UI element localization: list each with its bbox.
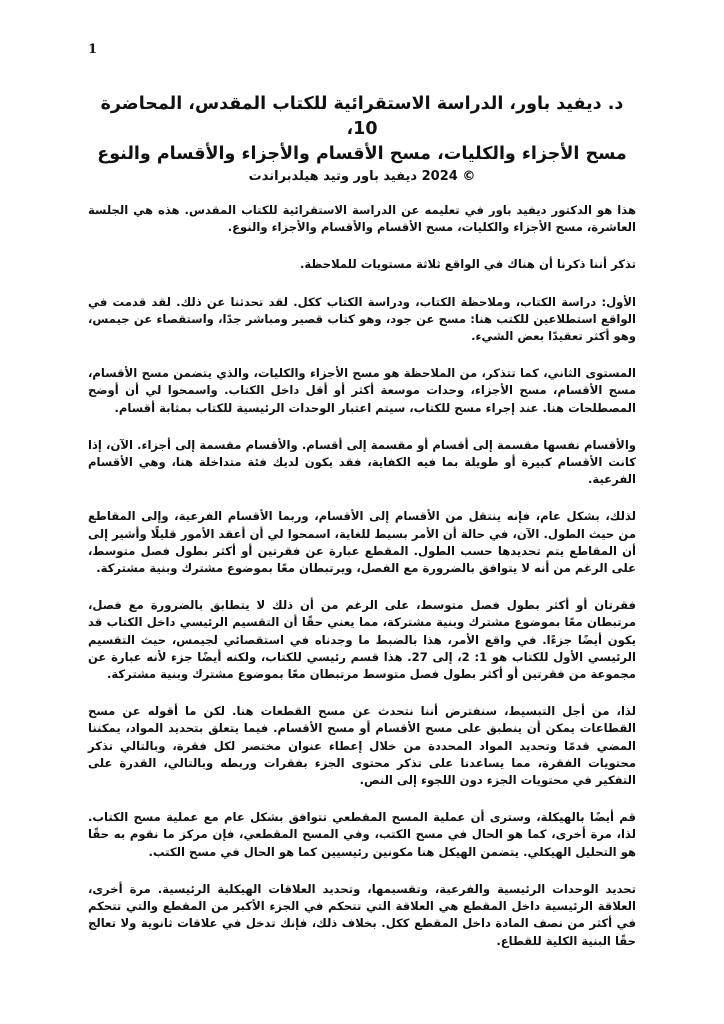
paragraph: لذلك، بشكل عام، فإنه ينتقل من الأقسام إلى الأقسام، وربما الأقسام الفرعية، وإلى المقاطع من حيث الطول. الآن، في حالة أن الأمر بسيط للغاية، اسمحوا لي أن أعقد الأمور قليلًا وأشير إلى أن المقاطع يتم تحديدها حسب الطول. المقطع عبارة عن فقرتين أو أكثر بطول فصل متوسط، على الرغم من أنه لا يتوافق بالضرورة مع الفصل، ويرتبطان معًا بموضوع مشترك وبنية مشتركة. <box>88 509 636 576</box>
document-title <box>88 92 636 167</box>
transcript-text <box>88 202 636 950</box>
copyright-line: © 2024 ديفيد باور وتيد هيلدبراندت <box>248 169 476 184</box>
paragraph: والأقسام نفسها مقسمة إلى أقسام أو مقسمة إلى أقسام. والأقسام مقسمة إلى أجزاء. الآن، إذا كانت الأقسام كبيرة أو طويلة بما فيه الكفاية، فقد يكون لديك فئة متداخلة هنا، وهي الأقسام الفرعية. <box>88 437 636 487</box>
paragraph: الأول: دراسة الكتاب، وملاحظة الكتاب، ودراسة الكتاب ككل. لقد تحدثنا عن ذلك. لقد قدمت في الواقع استطلاعين للكتب هنا: مسح عن جود، وهو كتاب قصير ومباشر جدًا، واستقصاء عن جيمس، وهو أكثر تعقيدًا بعض الشيء. <box>88 294 636 344</box>
title-line-1: د. ديفيد باور، الدراسة الاستقرائية للكتاب المقدس، المحاضرة 10، <box>100 94 624 139</box>
paragraph: فقرتان أو أكثر بطول فصل متوسط، على الرغم من أن ذلك لا يتطابق بالضرورة مع فصل، مرتبطان معًا بموضوع مشترك وبنية مشتركة، مما يعني حقًا أن التقسيم الرئيسي داخل الكتاب قد يكون أيضًا جزءًا. في واقع الأمر، هذا بالضبط ما وجدناه في استقصائي لجيمس، حيث التقسيم الرئيسي الأول للكتاب هو 1: 2، إلى 27. هذا قسم رئيسي للكتاب، ولكنه أيضًا جزء لأنه عبارة عن مجموعة من فقرتين أو أكثر بطول فصل متوسط مرتبطان معًا بموضوع مشترك وبنية مشتركة. <box>88 598 636 682</box>
page-number: 1 <box>88 42 98 57</box>
paragraph: لذا، من أجل التبسيط، سنفترض أننا نتحدث عن مسح القطعات هنا. لكن ما أقوله عن مسح القطاعات يمكن أن ينطبق على مسح الأقسام أو مسح الأقسام. فيما يتعلق بتحديد المواد، يمكننا المضي قدمًا وتحديد المواد المحددة من خلال إعطاء عنوان مختصر لكل فقرة، وبالتالي تذكر محتويات الفقرة، مما يساعدنا على تذكر محتوى الجزء بفقرات وربطه وبالتالي، القدرة على التفكير في محتويات الجزء دون اللجوء إلى النص. <box>88 704 636 788</box>
paragraph: تذكر أننا ذكرنا أن هناك في الواقع ثلاثة مستويات للملاحظة. <box>300 257 636 272</box>
paragraph: المستوى الثاني، كما تتذكر، من الملاحظة هو مسح الأجزاء والكليات، والذي يتضمن مسح الأقسام، مسح الأقسام، مسح الأجزاء، وحدات موسعة أكثر أو أقل داخل الكتاب. واسمحوا لي أن أوضح المصطلحات هنا. عند إجراء مسح للكتاب، سيتم اعتبار الوحدات الرئيسية للكتاب بمثابة أقسام. <box>88 366 636 415</box>
paragraph: هذا هو الدكتور ديفيد باور في تعليمه عن الدراسة الاستقرائية للكتاب المقدس. هذه هي الجلسة العاشرة، مسح الأجزاء والكليات، مسح الأقسام والأقسام والأجزاء والنوع. <box>88 203 636 235</box>
paragraph: تحديد الوحدات الرئيسية والفرعية، وتقسيمها، وتحديد العلاقات الهيكلية الرئيسية. مرة أخرى، العلاقة الرئيسية داخل المقطع هي العلاقة التي تتحكم في الجزء الأكبر من المقطع والتي تتحكم في أكثر من نصف المادة داخل المقطع ككل. بخلاف ذلك، فإنك تدخل في علاقات ثانوية ولا تعالج حقًا البنية الكلية للقطاع. <box>88 881 636 948</box>
document-body <box>88 92 636 970</box>
paragraph: قم أيضًا بالهيكلة، وسترى أن عملية المسح المقطعي تتوافق بشكل عام مع عملية مسح الكتاب. لذا، مرة أخرى، كما هو الحال في مسح الكتب، وفي المسح المقطعي، فإن مركز ما نقوم به حقًا هو التحليل الهيكلي. يتضمن الهيكل هنا مكونين رئيسيين كما هو الحال في مسح الكتب. <box>88 810 636 859</box>
title-line-2: مسح الأجزاء والكليات، مسح الأقسام والأجزاء والأقسام والنوع <box>97 144 627 164</box>
